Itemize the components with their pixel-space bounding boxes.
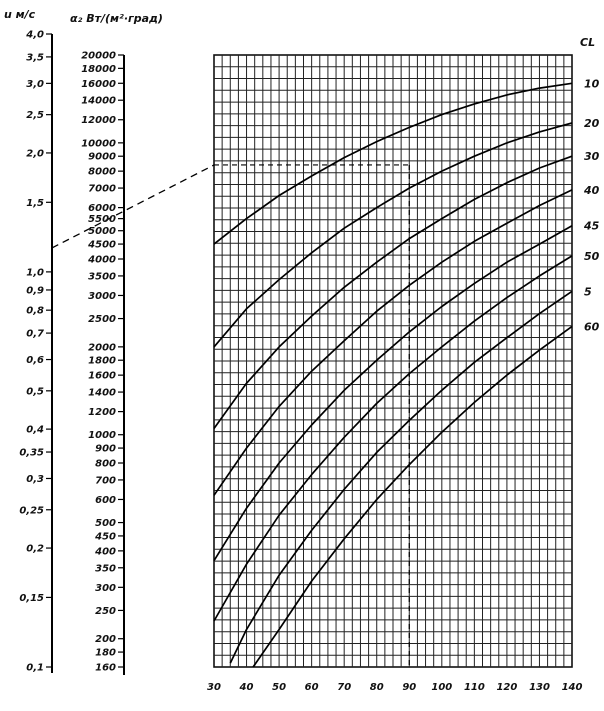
curve-label-55: 5 bbox=[584, 285, 592, 299]
velocity-tick-label: 1,0 bbox=[26, 267, 44, 279]
alpha-tick-label: 2500 bbox=[88, 314, 116, 326]
velocity-tick-label: 0,25 bbox=[19, 505, 44, 517]
velocity-tick-label: 0,15 bbox=[19, 592, 44, 604]
x-tick-label: 50 bbox=[272, 682, 287, 693]
alpha-tick-label: 1800 bbox=[88, 355, 116, 367]
alpha-tick-label: 1200 bbox=[88, 407, 116, 419]
alpha-tick-label: 160 bbox=[95, 662, 116, 674]
curve-label-30: 30 bbox=[584, 150, 600, 164]
velocity-tick-label: 0,3 bbox=[26, 474, 44, 485]
alpha-tick-label: 700 bbox=[95, 475, 116, 487]
velocity-tick-label: 1,5 bbox=[26, 197, 44, 209]
alpha-tick-label: 900 bbox=[95, 443, 116, 455]
alpha-tick-label: 20000 bbox=[81, 50, 116, 62]
velocity-tick-label: 0,9 bbox=[26, 285, 44, 297]
velocity-axis bbox=[4, 8, 52, 674]
curve-label-10: 10 bbox=[584, 77, 600, 91]
alpha-tick-label: 450 bbox=[95, 531, 116, 543]
x-axis bbox=[207, 682, 582, 693]
alpha-tick-label: 1600 bbox=[88, 370, 116, 382]
velocity-tick-label: 0,8 bbox=[26, 305, 44, 317]
grid bbox=[214, 55, 572, 667]
velocity-tick-label: 4,0 bbox=[26, 29, 44, 41]
x-tick-label: 90 bbox=[402, 682, 417, 693]
velocity-tick-label: 0,5 bbox=[26, 386, 44, 398]
velocity-tick-label: 3,0 bbox=[26, 78, 44, 90]
alpha-tick-label: 5000 bbox=[88, 226, 116, 238]
x-tick-label: 110 bbox=[463, 682, 485, 693]
velocity-tick-label: 0,4 bbox=[26, 424, 44, 436]
alpha-tick-label: 2000 bbox=[88, 342, 116, 354]
x-tick-label: 70 bbox=[337, 682, 352, 693]
alpha-tick-label: 1000 bbox=[88, 430, 116, 442]
curve-label-45: 45 bbox=[584, 219, 600, 233]
velocity-tick-label: 2,0 bbox=[26, 148, 44, 160]
alpha-tick-label: 18000 bbox=[81, 63, 116, 75]
velocity-tick-label: 3,5 bbox=[26, 52, 44, 64]
alpha-tick-label: 300 bbox=[95, 582, 116, 594]
alpha-tick-label: 3500 bbox=[88, 271, 116, 283]
alpha-tick-label: 4500 bbox=[88, 239, 116, 251]
curve-60 bbox=[253, 326, 572, 667]
alpha-tick-label: 1400 bbox=[88, 387, 116, 399]
corner-label: CL bbox=[580, 36, 596, 49]
alpha-tick-label: 14000 bbox=[81, 95, 116, 107]
x-tick-label: 100 bbox=[431, 682, 453, 693]
alpha-tick-label: 3000 bbox=[88, 291, 116, 302]
x-tick-label: 80 bbox=[369, 682, 384, 693]
alpha-tick-label: 4000 bbox=[88, 254, 116, 266]
alpha-tick-label: 5500 bbox=[88, 214, 116, 226]
x-tick-label: 30 bbox=[207, 682, 221, 693]
velocity-tick-label: 0,6 bbox=[26, 355, 44, 366]
alpha-tick-label: 8000 bbox=[88, 166, 116, 178]
velocity-tick-label: 2,5 bbox=[26, 110, 44, 122]
alpha-tick-label: 400 bbox=[95, 546, 116, 558]
curve-label-50: 50 bbox=[584, 249, 600, 263]
velocity-axis-label: u м/с bbox=[4, 8, 36, 21]
alpha-tick-label: 7000 bbox=[88, 183, 116, 195]
x-tick-label: 120 bbox=[496, 682, 518, 693]
alpha-axis bbox=[70, 12, 163, 675]
alpha-tick-label: 500 bbox=[95, 518, 116, 530]
alpha-tick-label: 6000 bbox=[88, 203, 116, 215]
curve-label-40: 40 bbox=[584, 183, 600, 197]
alpha-tick-label: 350 bbox=[95, 563, 116, 575]
x-tick-label: 60 bbox=[304, 682, 319, 693]
alpha-tick-label: 250 bbox=[95, 605, 116, 617]
alpha-axis-label: α₂ Вт/(м²·град) bbox=[70, 12, 163, 25]
velocity-tick-label: 0,35 bbox=[19, 447, 44, 459]
curve-labels bbox=[580, 36, 600, 333]
velocity-tick-label: 0,1 bbox=[26, 662, 44, 674]
x-tick-label: 40 bbox=[239, 682, 254, 693]
alpha-tick-label: 10000 bbox=[81, 138, 116, 150]
alpha-tick-label: 12000 bbox=[81, 115, 116, 127]
alpha-tick-label: 9000 bbox=[88, 151, 116, 163]
x-tick-label: 130 bbox=[529, 682, 550, 693]
curve-label-60: 60 bbox=[584, 320, 600, 334]
alpha-tick-label: 200 bbox=[95, 634, 116, 646]
alpha-tick-label: 16000 bbox=[81, 78, 116, 90]
x-tick-label: 140 bbox=[561, 682, 583, 693]
example-diagonal bbox=[52, 165, 214, 248]
alpha-tick-label: 800 bbox=[95, 458, 116, 470]
alpha-tick-label: 180 bbox=[95, 647, 116, 659]
velocity-tick-label: 0,2 bbox=[26, 543, 44, 555]
velocity-tick-label: 0,7 bbox=[26, 328, 44, 340]
alpha-tick-label: 600 bbox=[95, 495, 116, 506]
curve-label-20: 20 bbox=[584, 117, 600, 130]
